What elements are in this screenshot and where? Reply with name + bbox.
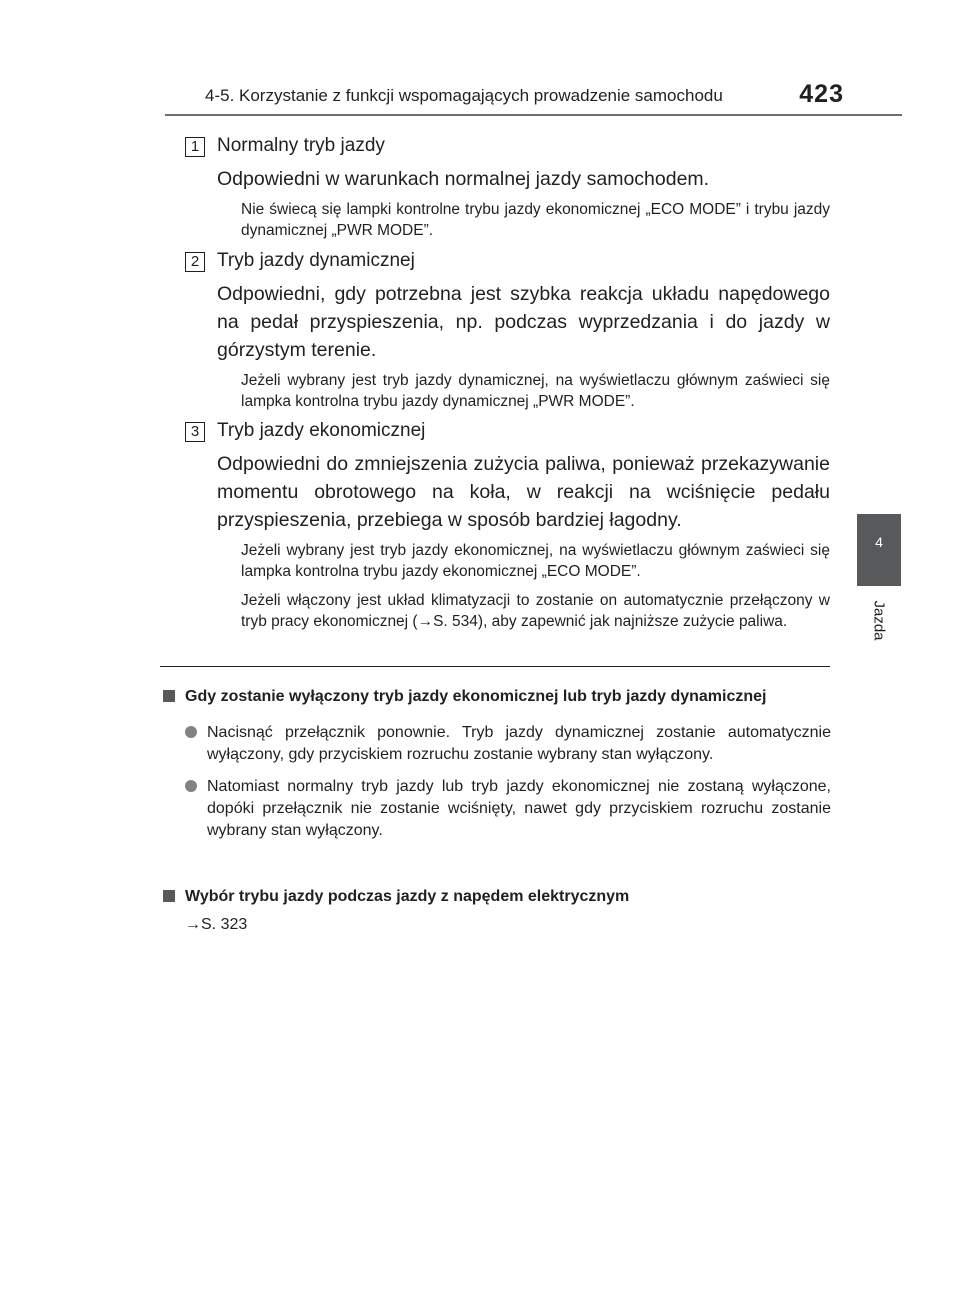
- list-item: [185, 722, 831, 766]
- mode-title: Tryb jazdy ekonomicznej: [217, 420, 426, 441]
- mode-title: Normalny tryb jazdy: [217, 135, 385, 156]
- mode-number-badge: 3: [185, 422, 205, 442]
- chapter-label: Jazda: [870, 599, 888, 641]
- chapter-number: 4: [875, 534, 883, 550]
- list-item-text: Nacisnąć przełącznik ponownie. Tryb jazdy dynamicznej zostanie automatycznie wyłączony, gdy przyciskiem rozruchu zostanie wybrany stan wyłączony.: [207, 724, 831, 763]
- mode-note: Jeżeli wybrany jest tryb jazdy dynamicznej, na wyświetlaczu głównym zaświeci się lampka kontrolna trybu jazdy dynamicznej „PWR MODE”.: [241, 372, 830, 410]
- mode-item: [185, 422, 830, 632]
- chapter-tab[interactable]: [857, 514, 901, 586]
- section-heading: [163, 886, 831, 908]
- list-item: [185, 776, 831, 842]
- mode-note: Jeżeli włączony jest układ klimatyzacji to zostanie on automatycznie przełączony w tryb pracy ekonomicznej (→S. 534), aby zapewnić jak najniższe zużycie paliwa.: [241, 592, 830, 630]
- mode-description: Odpowiedni do zmniejszenia zużycia paliwa, ponieważ przekazywanie momentu obrotowego na koła, w reakcji na wciśnięcie pedału przyspieszenia, przebiega w sposób bardziej łagodny.: [217, 453, 830, 531]
- section-heading: [163, 686, 831, 708]
- header-divider: [165, 114, 902, 116]
- square-bullet-icon: [163, 890, 175, 902]
- page-reference-link[interactable]: →S. 323: [185, 916, 248, 933]
- mode-description: Odpowiedni w warunkach normalnej jazdy samochodem.: [217, 168, 710, 190]
- page-number: 423: [799, 80, 844, 108]
- mode-item: [185, 252, 830, 412]
- section-heading-text: Gdy zostanie wyłączony tryb jazdy ekonomicznej lub tryb jazdy dynamicznej: [185, 688, 767, 705]
- info-section: [163, 686, 831, 842]
- mode-number-badge: 1: [185, 137, 205, 157]
- mode-description: Odpowiedni, gdy potrzebna jest szybka reakcja układu napędowego na pedał przyspieszenia, np. podczas wyprzedzania i do jazdy w górzystym terenie.: [217, 283, 830, 361]
- round-bullet-icon: [185, 780, 197, 792]
- list-item-text: Natomiast normalny tryb jazdy lub tryb jazdy ekonomicznej nie zostaną wyłączone, dopóki przełącznik nie zostanie wciśnięty, nawet gdy przyciskiem rozruchu zostanie wybrany stan wyłączony.: [207, 778, 831, 839]
- mode-item: [185, 137, 830, 241]
- section-divider: [160, 666, 830, 667]
- round-bullet-icon: [185, 726, 197, 738]
- chapter-label-container: [857, 590, 901, 650]
- section-title: 4-5. Korzystanie z funkcji wspomagających prowadzenie samochodu: [205, 86, 723, 105]
- mode-note: Jeżeli wybrany jest tryb jazdy ekonomicznej, na wyświetlaczu głównym zaświeci się lampka kontrolna trybu jazdy ekonomicznej „ECO MODE”.: [241, 542, 830, 580]
- section-heading-text: Wybór trybu jazdy podczas jazdy z napędem elektrycznym: [185, 888, 630, 905]
- mode-title: Tryb jazdy dynamicznej: [217, 250, 415, 271]
- mode-note: Nie świecą się lampki kontrolne trybu jazdy ekonomicznej „ECO MODE” i trybu jazdy dynamicznej „PWR MODE”.: [241, 201, 830, 239]
- info-section: [163, 886, 831, 934]
- page-header: [165, 80, 850, 114]
- mode-number-badge: 2: [185, 252, 205, 272]
- square-bullet-icon: [163, 690, 175, 702]
